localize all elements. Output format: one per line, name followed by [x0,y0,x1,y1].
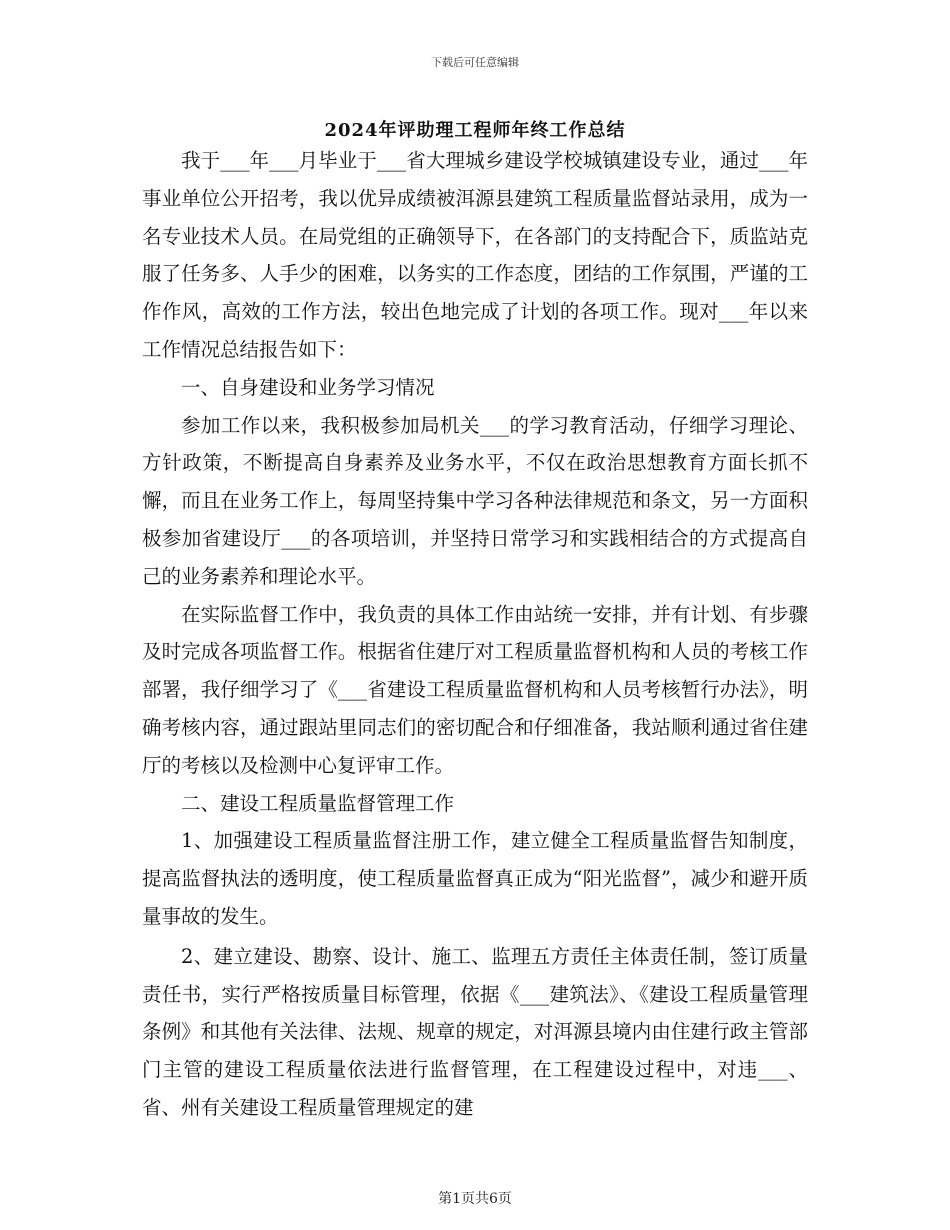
paragraph-item-2: 2、建立建设、勘察、设计、施工、监理五方责任主体责任制，签订质量责任书，实行严格按质量目标管理，依据《___建筑法》、《建设工程质量管理条例》和其他有关法律、法规、规章的规定，对洱源县境内由住建行政主管部门主管的建设工程质量依法进行监督管理，在工程建设过程中，对违___、省、州有关建设工程质量管理规定的建 [142,944,808,1119]
paragraph-study: 参加工作以来，我积极参加局机关___的学习教育活动，仔细学习理论、方针政策，不断提高自身素养及业务水平，不仅在政治思想教育方面长抓不懈，而且在业务工作上，每周坚持集中学习各种法律规范和条文，另一方面积极参加省建设厅___的各项培训，并坚持日常学习和实践相结合的方式提高自己的业务素养和理论水平。 [142,413,808,588]
paragraph-supervision: 在实际监督工作中，我负责的具体工作由站统一安排，并有计划、有步骤及时完成各项监督工作。根据省住建厅对工程质量监督机构和人员的考核工作部署，我仔细学习了《___省建设工程质量监督机构和人员考核暂行办法》，明确考核内容，通过跟站里同志们的密切配合和仔细准备，我站顺利通过省住建厅的考核以及检测中心复评审工作。 [142,602,808,777]
paragraph-intro: 我于___年___月毕业于___省大理城乡建设学校城镇建设专业，通过___年事业单位公开招考，我以优异成绩被洱源县建筑工程质量监督站录用，成为一名专业技术人员。在局党组的正确领导下，在各部门的支持配合下，质监站克服了任务多、人手少的困难，以务实的工作态度，团结的工作氛围，严谨的工作作风，高效的工作方法，较出色地完成了计划的各项工作。现对___年以来工作情况总结报告如下： [142,149,808,361]
section-heading-1: 一、自身建设和业务学习情况 [181,375,435,399]
page-header-note: 下载后可任意编辑 [431,56,519,69]
page-number: 第1页共6页 [438,1191,512,1207]
paragraph-item-1: 1、加强建设工程质量监督注册工作，建立健全工程质量监督告知制度，提高监督执法的透明度，使工程质量监督真正成为“阳光监督”，减少和避开质量事故的发生。 [142,829,808,928]
document-body [142,142,808,1127]
document-title: 2024年评助理工程师年终工作总结 [324,120,626,141]
section-heading-2: 二、建设工程质量监督管理工作 [181,791,455,815]
